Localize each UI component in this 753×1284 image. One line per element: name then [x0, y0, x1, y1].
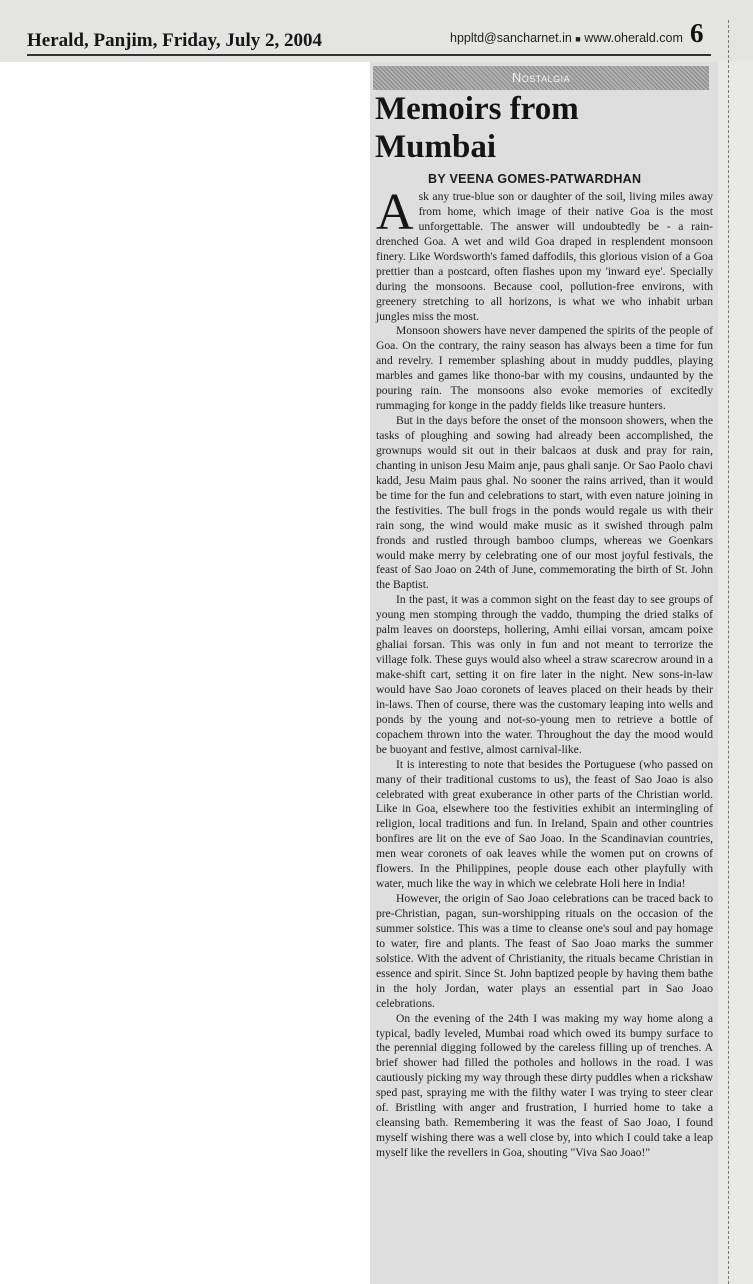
article-paragraph: However, the origin of Sao Joao celebrations can be traced back to pre-Christian, pagan, sun-worshipping rituals on the occasion of the summer solstice. This was a time to cleanse one's soul and pay homage to water, fire and plants. The feast of Sao Joao marks the summer solstice. With the advent of Christianity, the rituals became Christian in essence and spirit. Since St. John baptized people by having them bathe in the holy Jordan, water plays an essential part in Sao Joao celebrations.: [376, 892, 713, 1010]
headline-line-2: Mumbai: [375, 129, 497, 165]
headline-line-1: Memoirs from: [375, 91, 579, 127]
article-paragraph: In the past, it was a common sight on the feast day to see groups of young men stomping through the vaddo, thumping the dried stalks of palm leaves on doorsteps, hollering, Amhi eiliai vorsan, amcam poixe ghaliai forsan. This was only in fun and not meant to terrorize the village folk. These guys would also wheel a straw scarecrow around in a make-shift cart, setting it on fire later in the night. New sons-in-law would have Sao Joao coronets of leaves placed on their heads by their in-laws. Then of course, there was the customary leaping into wells and ponds by the young and not-so-young men to retrieve a bottle of copachem thrown into the water. Throughout the day the mood would be buoyant and festive, almost carnival-like.: [376, 593, 713, 756]
page-number: 6: [690, 18, 704, 48]
masthead-email: hppltd@sancharnet.in: [450, 31, 572, 45]
masthead-dateline: Herald, Panjim, Friday, July 2, 2004: [27, 30, 323, 51]
masthead-contact: [450, 31, 683, 45]
masthead-website: www.oherald.com: [584, 31, 683, 45]
article-paragraph: It is interesting to note that besides the Portuguese (who passed on many of their traditional customs to us), the feast of Sao Joao is also celebrated with great exuberance in other parts of the Christian world. Like in Goa, elsewhere too the festivities exhibit an intermingling of religion, local traditions and fun. In Ireland, Spain and other countries bonfires are lit on the eve of Sao Joao. In the Scandinavian countries, men wear coronets of oak leaves while the women put on crowns of flowers. In the Philippines, people douse each other playfully with water, much like the way in which we celebrate Holi here in India!: [376, 757, 713, 891]
header-rule: [27, 54, 711, 56]
drop-cap: A: [376, 184, 414, 241]
page-fold-line: [728, 20, 729, 1284]
article-paragraph: Ask any true-blue son or daughter of the soil, living miles away from home, which image of their native Goa is the most unforgettable. The answer will undoubtedly be - a rain-drenched Goa. A wet and wild Goa draped in resplendent monsoon finery. Like Wordsworth's famed daffodils, this glorious vision of a Goa prettier than a postcard, often flashes upon my 'inward eye'. Specially during the monsoons. Because cool, pollution-free environs, with greenery stretching to all horizons, is what we who inhabit urban jungles miss the most.: [376, 184, 713, 323]
square-bullet-icon: ■: [575, 34, 581, 44]
article-paragraph: But in the days before the onset of the monsoon showers, when the tasks of ploughing and sowing had already been accomplished, the grownups would sit out in their balcaos at dusk and pray for rain, chanting in unison Jesu Maim anje, paus ghali sanje. Or Sao Paolo chavi kadd, Jesu Maim paus ghal. No sooner the rains arrived, than it would be time for the fun and celebrations to start, with even nature joining in the festivities. The bull frogs in the ponds would regale us with their rain song, the wind would make music as it swished through palm fronds and rustled through bamboo clumps, whereas we Goenkars would make merry by celebrating one of our most joyful festivals, the feast of Sao Joao on 24th of June, commemorating the birth of St. John the Baptist.: [376, 414, 713, 592]
article-paragraph: Monsoon showers have never dampened the spirits of the people of Goa. On the contrary, the rainy season has always been a time for fun and revelry. I remember splashing about in muddy puddles, playing marbles and games like thono-bar with my cousins, undaunted by the pouring rain. The monsoons also evoke memories of excitedly rummaging for konge in the paddy fields like treasure hunters.: [376, 324, 713, 413]
article-headline: [375, 90, 715, 166]
article-paragraph: On the evening of the 24th I was making my way home along a typical, badly leveled, Mumbai road which owed its bumpy surface to the perennial digging followed by the careless filling up of trenches. A brief shower had filled the potholes and hollows in the road. I was cautiously picking my way through these dirty puddles when a rickshaw sped past, spraying me with the filthy water I was trying to steer clear of. Bristling with anger and frustration, I hurried home to take a cleansing bath. Remembering it was the feast of Sao Joao, I found myself wishing there was a well close by, into which I could take a leap myself like the revellers in Goa, shouting "Viva Sao Joao!": [376, 1011, 713, 1159]
article-byline: BY VEENA GOMES-PATWARDHAN: [428, 172, 642, 186]
right-margin: [718, 62, 753, 1284]
blank-left-area: [0, 62, 370, 1284]
article-body: [376, 184, 713, 1161]
section-kicker: Nostalgia: [373, 66, 709, 90]
